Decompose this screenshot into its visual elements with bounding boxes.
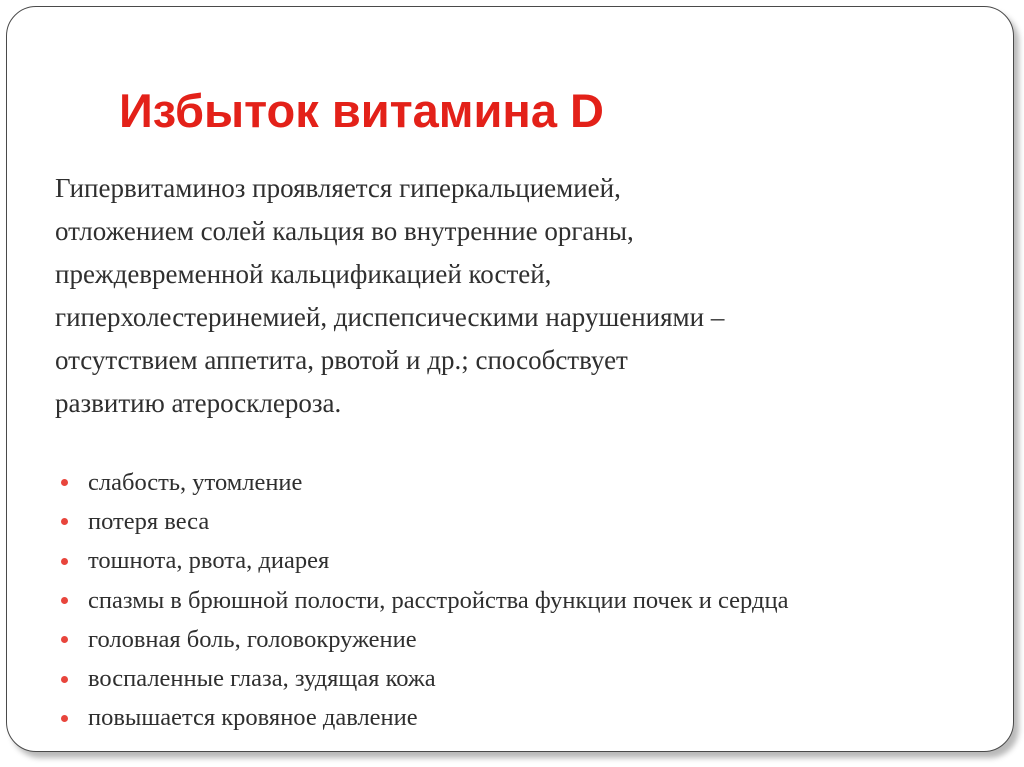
bullet-dot-icon (61, 518, 68, 525)
symptom-list (55, 463, 788, 738)
list-item-text: слабость, утомление (88, 468, 303, 496)
bullet-dot-icon (61, 636, 68, 643)
list-item (55, 659, 788, 698)
list-item-text: спазмы в брюшной полости, расстройства функции почек и сердца (88, 586, 789, 614)
slide-title: Избыток витамина D (119, 84, 604, 137)
intro-line: развитию атеросклероза. (55, 388, 342, 418)
list-item (55, 699, 788, 738)
intro-paragraph (55, 167, 955, 425)
bullet-dot-icon (61, 479, 68, 486)
list-item (55, 542, 788, 581)
list-item (55, 502, 788, 541)
bullet-dot-icon (61, 597, 68, 604)
intro-line: преждевременной кальцификацией костей, (55, 259, 552, 289)
intro-line: Гипервитаминоз проявляется гиперкальциемией, (55, 173, 621, 203)
list-item-text: тошнота, рвота, диарея (88, 547, 330, 575)
slide-frame (6, 6, 1014, 752)
intro-line: отсутствием аппетита, рвотой и др.; способствует (55, 345, 628, 375)
list-item-text: потеря веса (88, 507, 210, 535)
list-item (55, 463, 788, 502)
bullet-dot-icon (61, 676, 68, 683)
intro-line: гиперхолестеринемией, диспепсическими нарушениями – (55, 302, 725, 332)
list-item-text: повышается кровяное давление (88, 704, 418, 732)
list-item-text: воспаленные глаза, зудящая кожа (88, 665, 436, 693)
intro-line: отложением солей кальция во внутренние органы, (55, 216, 634, 246)
bullet-dot-icon (61, 558, 68, 565)
list-item-text: головная боль, головокружение (88, 625, 417, 653)
list-item (55, 620, 788, 659)
bullet-dot-icon (61, 715, 68, 722)
list-item (55, 581, 788, 620)
